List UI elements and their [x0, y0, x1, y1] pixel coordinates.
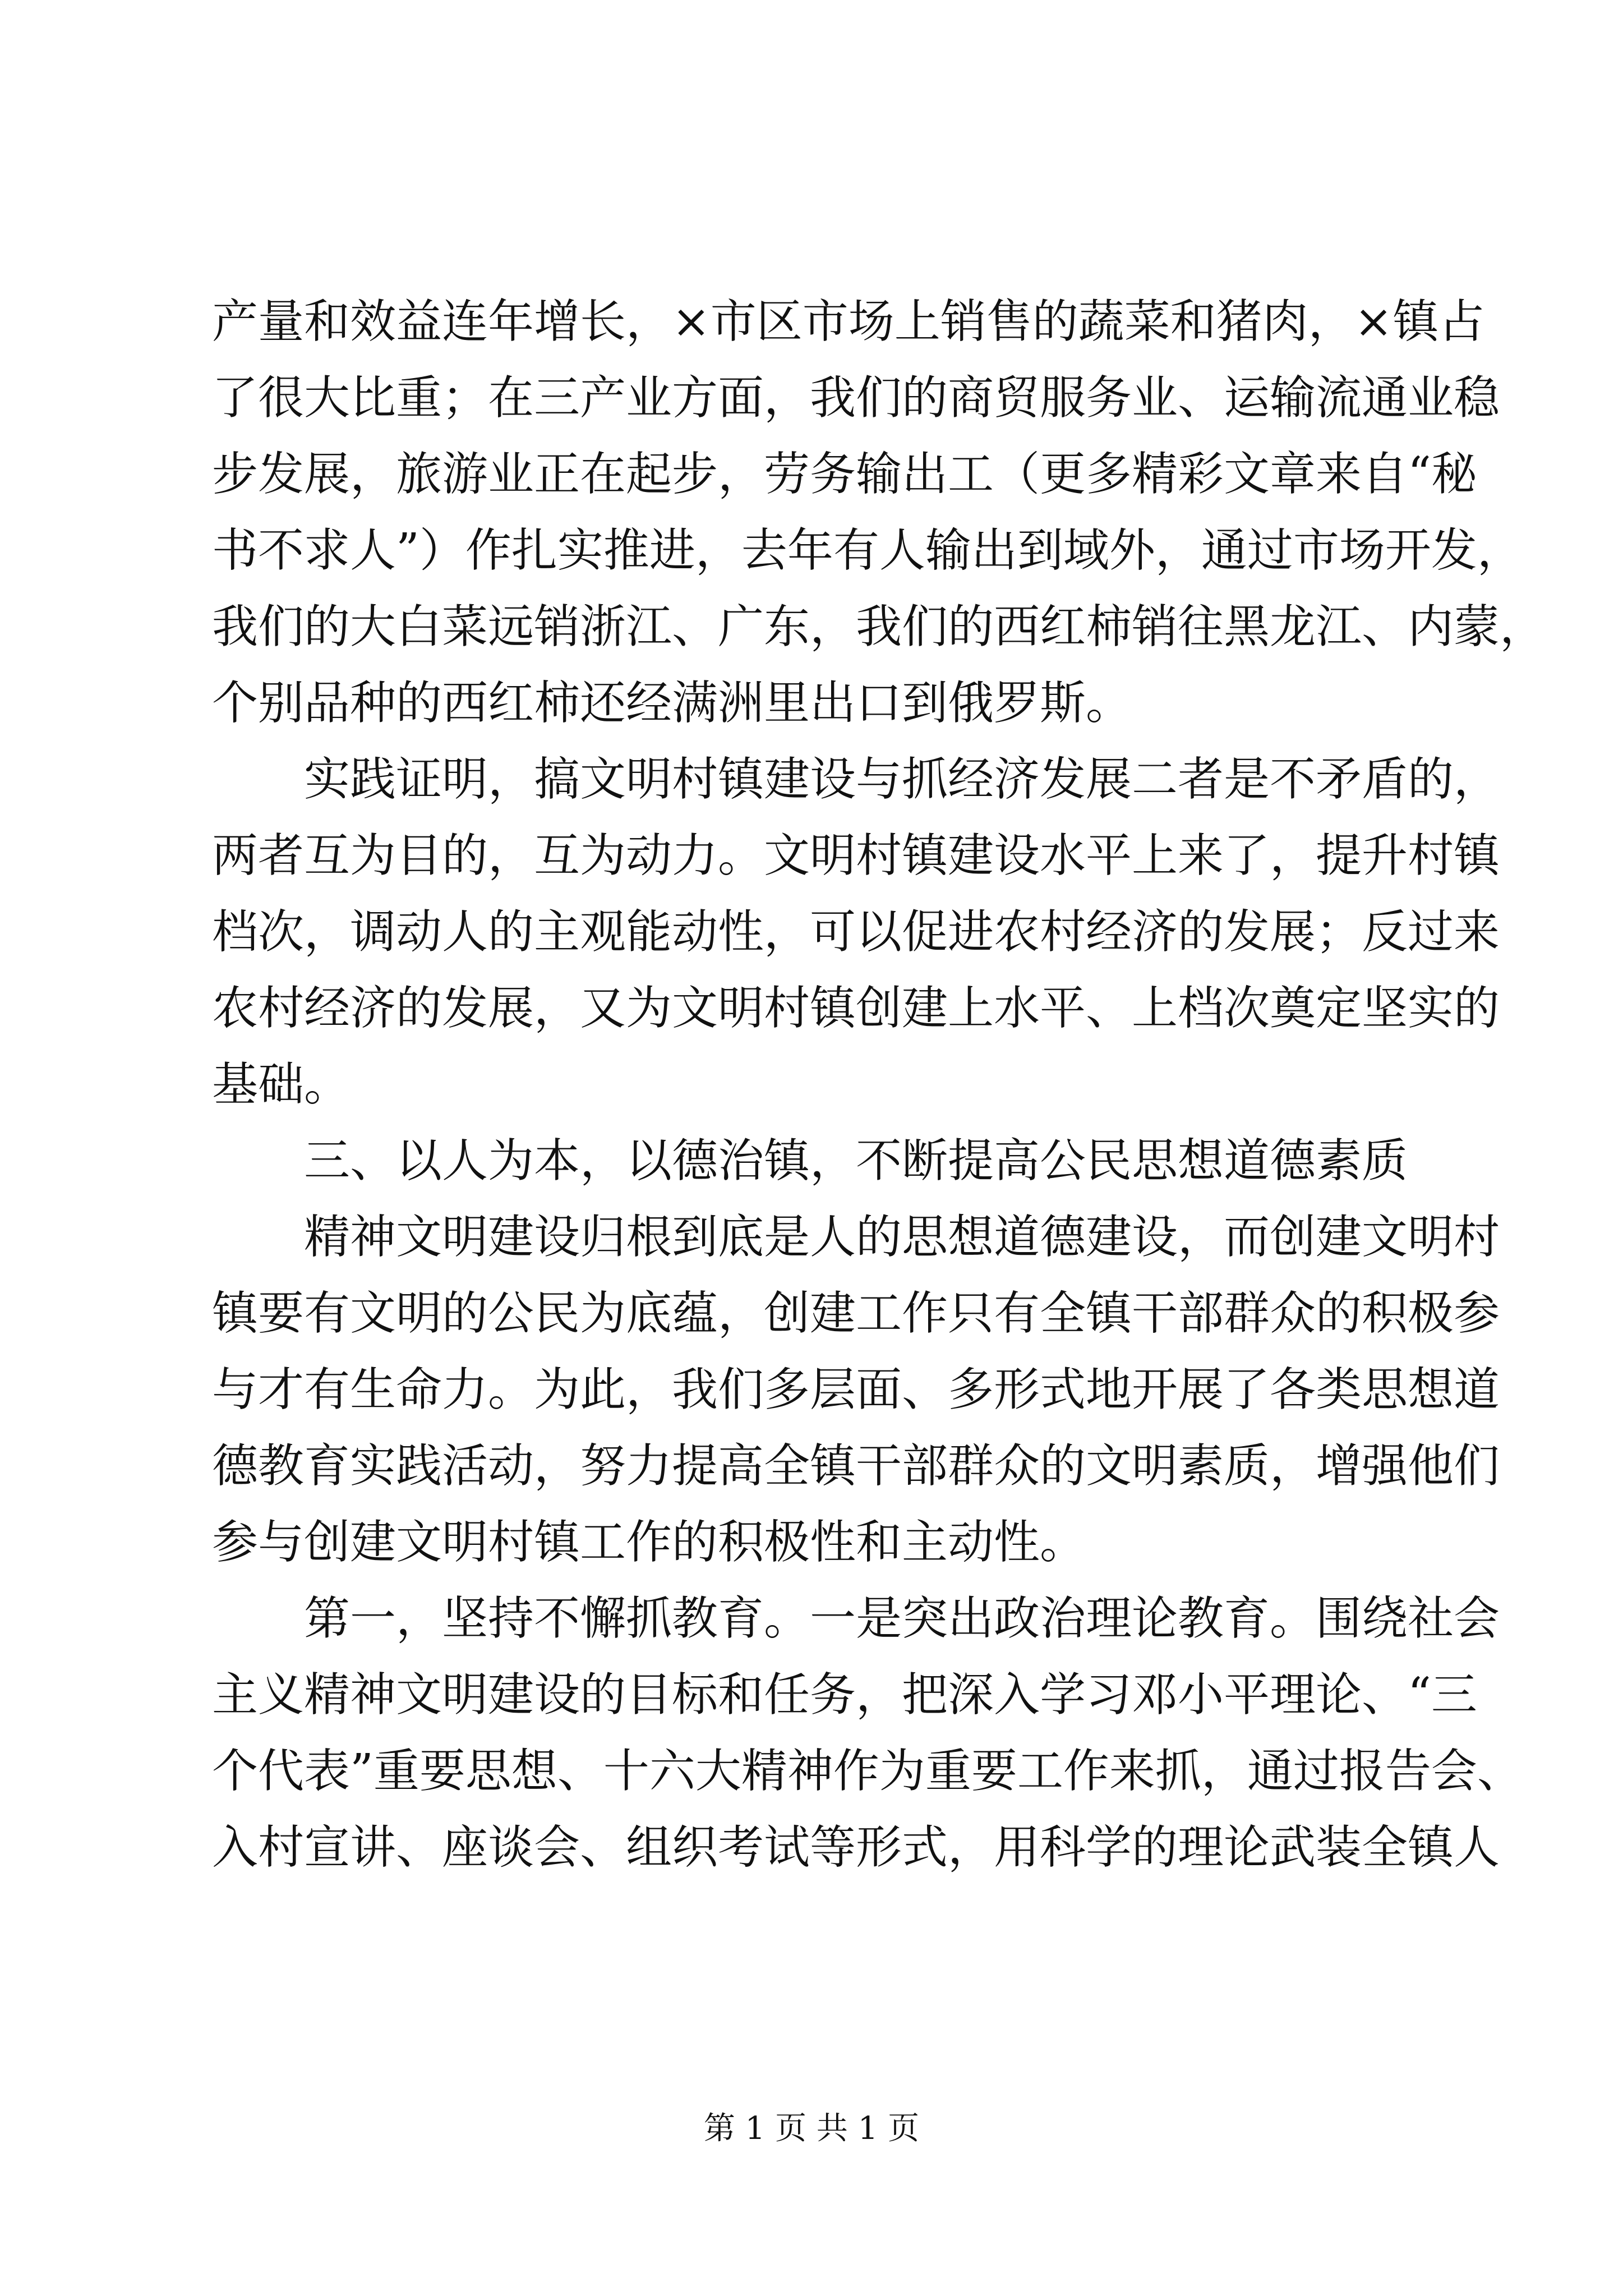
body-text-line: 个代表”重要思想、十六大精神作为重要工作来抓，通过报告会、 [212, 1745, 1523, 1798]
page-number-footer: 第 1 页 共 1 页 [703, 2110, 920, 2147]
body-text-line: 主义精神文明建设的目标和任务，把深入学习邓小平理论、“三 [212, 1668, 1477, 1722]
body-text-line: 我们的大白菜远销浙江、广东，我们的西红柿销往黑龙江、内蒙， [212, 600, 1546, 654]
body-text-line: 与才有生命力。为此，我们多层面、多形式地开展了各类思想道 [212, 1363, 1500, 1416]
body-text-line: 参与创建文明村镇工作的积极性和主动性。 [212, 1516, 1086, 1569]
section-heading: 三、以人为本，以德治镇，不断提高公民思想道德素质 [304, 1134, 1408, 1188]
paragraph-first-line: 精神文明建设归根到底是人的思想道德建设，而创建文明村 [304, 1211, 1500, 1264]
paragraph-first-line: 第一，坚持不懈抓教育。一是突出政治理论教育。围绕社会 [304, 1592, 1500, 1645]
body-text-line: 步发展，旅游业正在起步，劳务输出工（更多精彩文章来自“秘 [212, 448, 1477, 501]
body-text-line: 基础。 [212, 1058, 351, 1111]
body-text-line: 入村宣讲、座谈会、组织考试等形式，用科学的理论武装全镇人 [212, 1821, 1500, 1874]
body-text-line: 产量和效益连年增长，×市区市场上销售的蔬菜和猪肉，×镇占 [212, 295, 1485, 348]
paragraph-first-line: 实践证明，搞文明村镇建设与抓经济发展二者是不矛盾的， [304, 753, 1500, 806]
body-text-line: 书不求人”）作扎实推进，去年有人输出到域外，通过市场开发， [212, 524, 1523, 577]
body-text-line: 农村经济的发展，又为文明村镇创建上水平、上档次奠定坚实的 [212, 982, 1500, 1035]
body-text-line: 德教育实践活动，努力提高全镇干部群众的文明素质，增强他们 [212, 1439, 1500, 1493]
body-text-line: 档次，调动人的主观能动性，可以促进农村经济的发展；反过来 [212, 905, 1500, 959]
body-text-line: 镇要有文明的公民为底蕴，创建工作只有全镇干部群众的积极参 [212, 1287, 1500, 1340]
body-text-line: 个别品种的西红柿还经满洲里出口到俄罗斯。 [212, 677, 1132, 730]
body-text-line: 两者互为目的，互为动力。文明村镇建设水平上来了，提升村镇 [212, 829, 1500, 882]
body-text-line: 了很大比重；在三产业方面，我们的商贸服务业、运输流通业稳 [212, 371, 1500, 425]
